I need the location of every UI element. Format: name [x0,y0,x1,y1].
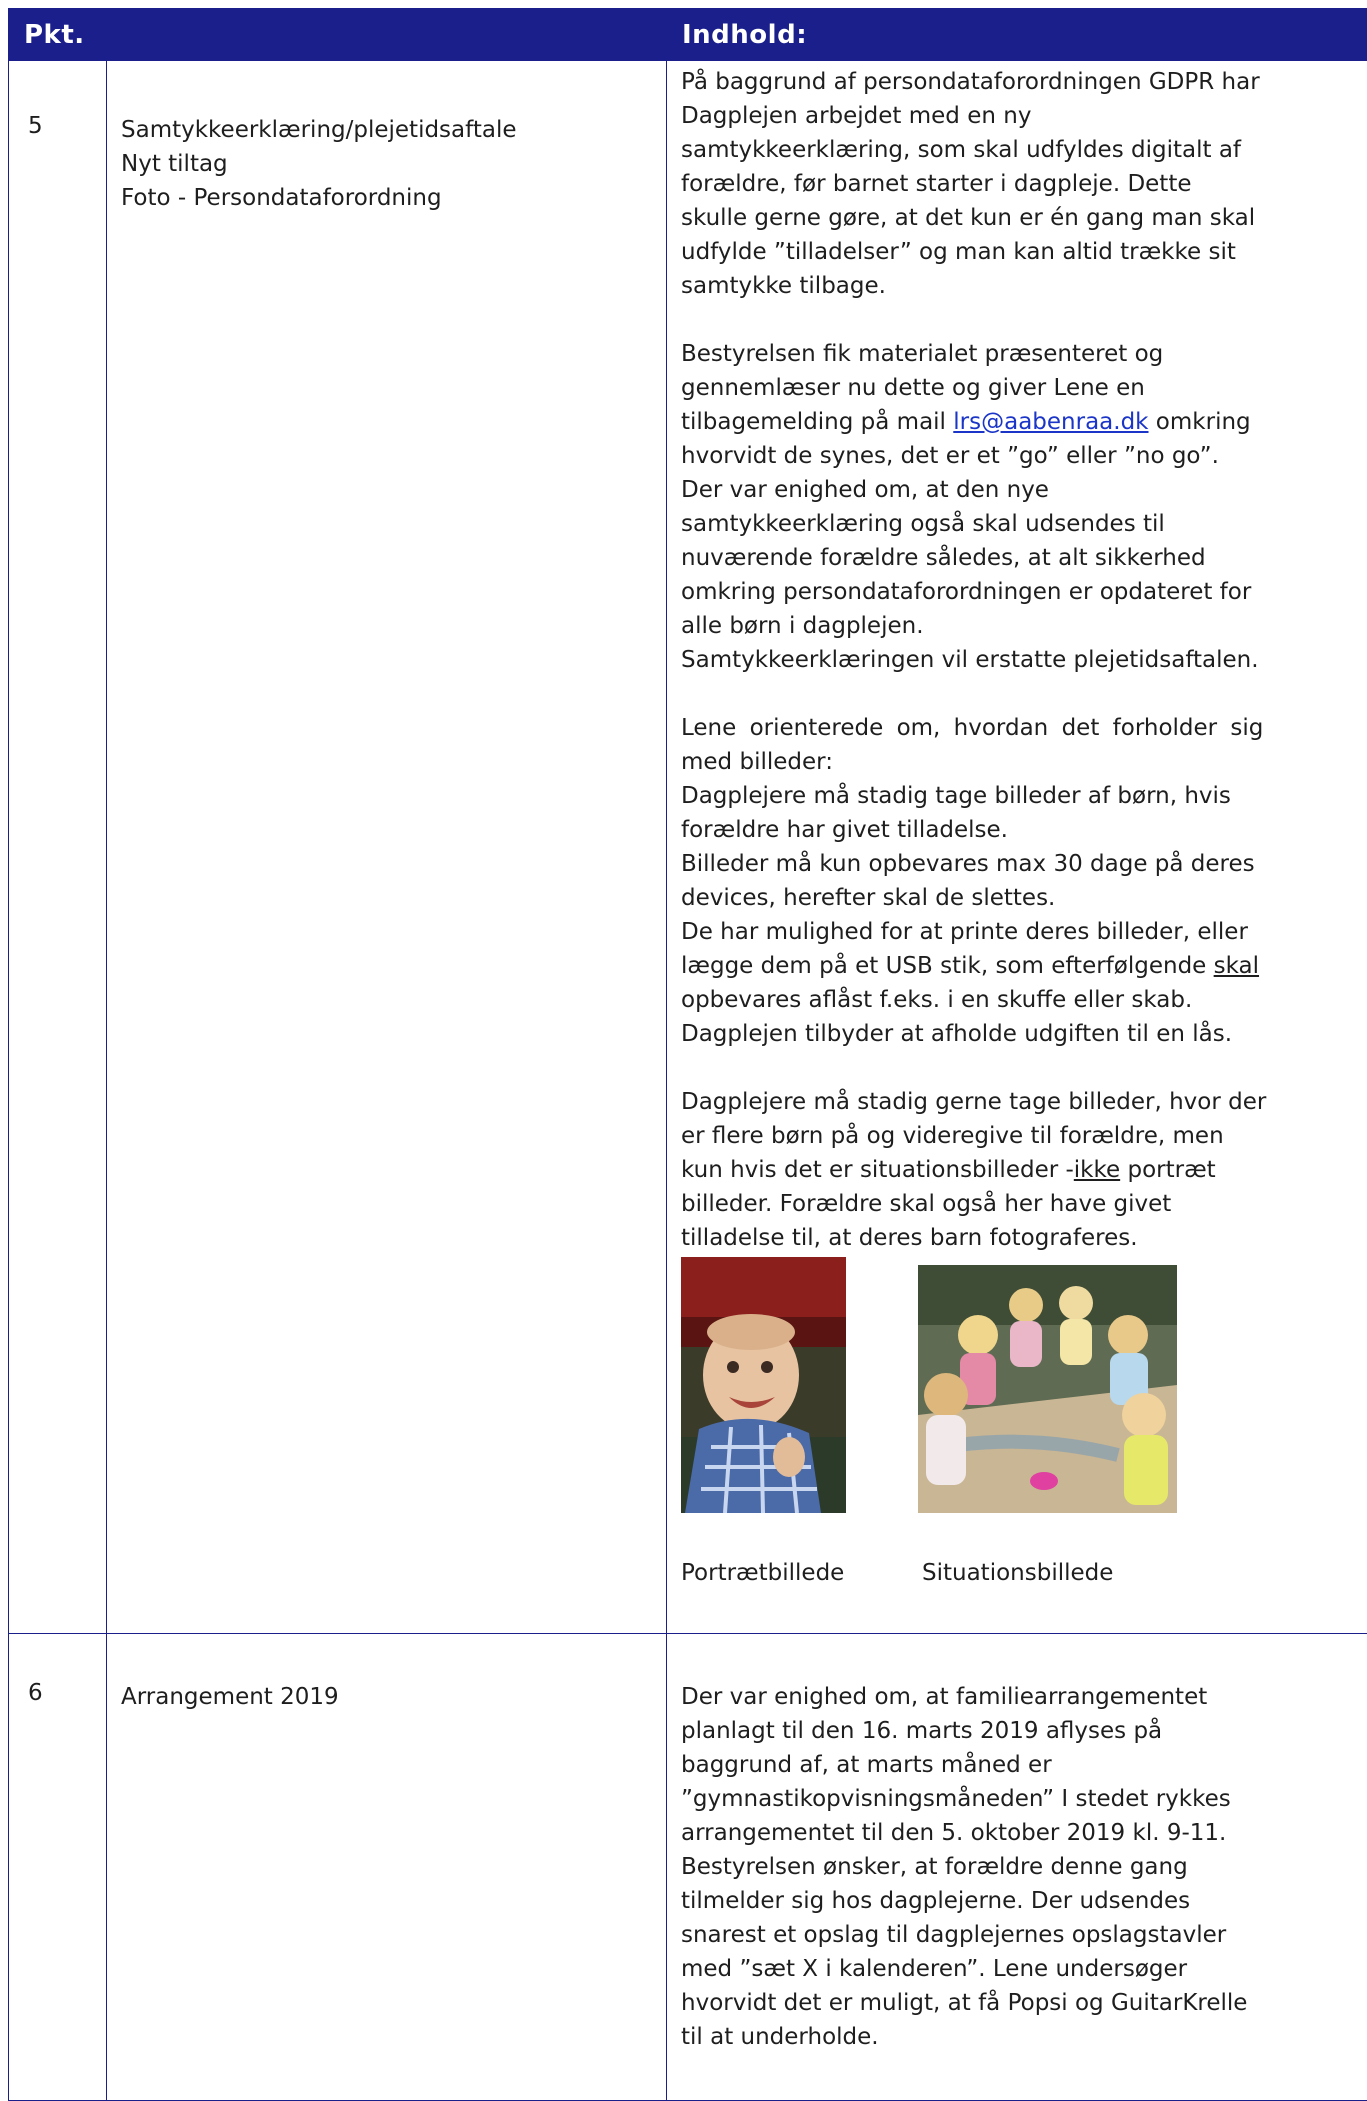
text-line: devices, herefter skal de slettes. [681,881,1367,915]
text-line: snarest et opslag til dagplejernes opslagstavler [681,1918,1367,1952]
text-line: billeder. Forældre skal også her have givet [681,1187,1367,1221]
header-row [9,9,1367,61]
topic-line: Arrangement 2019 [121,1680,666,1714]
text-line: til at underholde. [681,2020,1367,2054]
text-line: tilladelse til, at deres barn fotograferes. [681,1221,1367,1255]
photo-captions [681,1556,1367,1596]
children-table-image [918,1265,1177,1513]
caption-portrait: Portrætbillede [681,1556,844,1590]
text-line [681,1153,1367,1187]
text-line: samtykke tilbage. [681,269,1367,303]
example-photos [681,1257,1367,1513]
text-line: Der var enighed om, at den nye [681,473,1367,507]
table-row [9,1634,1367,2101]
paragraph-gdpr [681,65,1367,303]
text-span: portræt [1120,1157,1216,1183]
text-line: alle børn i dagplejen. [681,609,1367,643]
topic-line: Nyt tiltag [121,147,666,181]
portrait-photo [681,1257,846,1513]
item-content [667,1634,1367,2101]
item-number: 6 [9,1634,107,2101]
text-line: Dagplejere må stadig gerne tage billeder, hvor der [681,1085,1367,1119]
text-line: skulle gerne gøre, at det kun er én gang man skal [681,201,1367,235]
text-line: tilmelder sig hos dagplejerne. Der udsendes [681,1884,1367,1918]
header-pkt: Pkt. [9,9,107,61]
paragraph-photos [681,711,1367,1051]
underlined-word: ikke [1074,1157,1120,1183]
text-line: hvorvidt de synes, det er et ”go” eller ”no go”. [681,439,1367,473]
text-span: lægge dem på et USB stik, som efterfølgende [681,953,1214,979]
item-topics [107,1634,667,2101]
text-line: forældre, før barnet starter i dagpleje. Dette [681,167,1367,201]
table-row [9,61,1367,1634]
text-line: er flere børn på og videregive til forældre, men [681,1119,1367,1153]
header-content: Indhold: [667,9,1367,61]
text-line: Der var enighed om, at familiearrangementet [681,1680,1367,1714]
text-line: planlagt til den 16. marts 2019 aflyses på [681,1714,1367,1748]
text-line: opbevares aflåst f.eks. i en skuffe eller skab. [681,983,1367,1017]
caption-situation: Situationsbillede [922,1556,1113,1590]
text-line: hvorvidt det er muligt, at få Popsi og GuitarKrelle [681,1986,1367,2020]
text-line: omkring persondataforordningen er opdateret for [681,575,1367,609]
email-link[interactable]: lrs@aabenraa.dk [953,409,1148,435]
text-line: Dagplejen tilbyder at afholde udgiften til en lås. [681,1017,1367,1051]
text-line: med billeder: [681,745,1367,779]
text-line: Dagplejere må stadig tage billeder af børn, hvis [681,779,1367,813]
text-line: samtykkeerklæring også skal udsendes til [681,507,1367,541]
situation-photo [918,1265,1177,1513]
text-line: med ”sæt X i kalenderen”. Lene undersøger [681,1952,1367,1986]
document-page [8,8,1367,1990]
text-line: Billeder må kun opbevares max 30 dage på deres [681,847,1367,881]
text-line: På baggrund af persondataforordningen GDPR har [681,65,1367,99]
item-content [667,61,1367,1634]
text-line: ”gymnastikopvisningsmåneden” I stedet rykkes [681,1782,1367,1816]
text-line: De har mulighed for at printe deres billeder, eller [681,915,1367,949]
baby-portrait-image [681,1257,846,1513]
text-line: forældre har givet tilladelse. [681,813,1367,847]
topic-line: Foto - Persondataforordning [121,181,666,215]
text-line: udfylde ”tilladelser” og man kan altid trække sit [681,235,1367,269]
paragraph-situation [681,1085,1367,1255]
text-line [681,949,1367,983]
text-line: Bestyrelsen ønsker, at forældre denne gang [681,1850,1367,1884]
text-line: baggrund af, at marts måned er [681,1748,1367,1782]
header-topic [107,9,667,61]
text-line [681,405,1367,439]
text-line: samtykkeerklæring, som skal udfyldes digitalt af [681,133,1367,167]
item-number: 5 [9,61,107,1634]
text-line: Lene orienterede om, hvordan det forholder sig [681,711,1367,745]
text-span: tilbagemelding på mail [681,409,953,435]
paragraph-board [681,337,1367,677]
text-span: kun hvis det er situationsbilleder - [681,1157,1074,1183]
text-line: nuværende forældre således, at alt sikkerhed [681,541,1367,575]
topic-line: Samtykkeerklæring/plejetidsaftale [121,113,666,147]
text-span: omkring [1149,409,1251,435]
text-line: gennemlæser nu dette og giver Lene en [681,371,1367,405]
paragraph-event [681,1680,1367,2054]
text-line: Samtykkeerklæringen vil erstatte plejetidsaftalen. [681,643,1367,677]
text-line: Bestyrelsen fik materialet præsenteret og [681,337,1367,371]
underlined-word: skal [1214,953,1259,979]
text-line: arrangementet til den 5. oktober 2019 kl. 9-11. [681,1816,1367,1850]
item-topics [107,61,667,1634]
minutes-table [8,8,1367,2101]
text-line: Dagplejen arbejdet med en ny [681,99,1367,133]
